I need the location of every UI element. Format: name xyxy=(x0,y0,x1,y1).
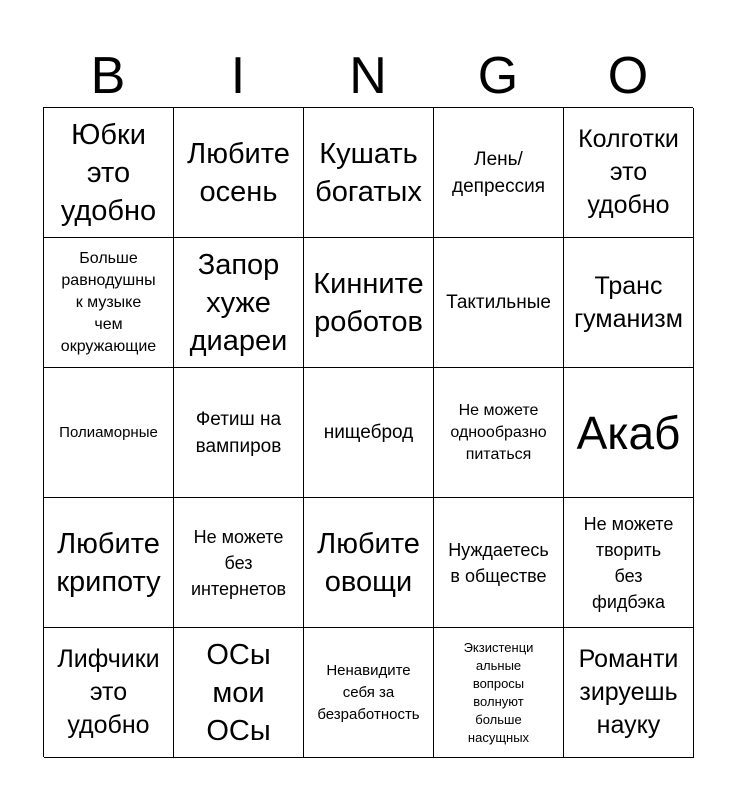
bingo-cell[interactable]: Юбки это удобно xyxy=(44,108,174,238)
bingo-cell[interactable]: ОСы мои ОСы xyxy=(174,628,304,758)
bingo-cell[interactable]: Полиаморные xyxy=(44,368,174,498)
bingo-cell[interactable]: Колготки это удобно xyxy=(564,108,694,238)
header-letter-o: O xyxy=(607,47,649,105)
bingo-cell[interactable]: Романти зируешь науку xyxy=(564,628,694,758)
bingo-cell[interactable]: Запор хуже диареи xyxy=(174,238,304,368)
bingo-cell[interactable]: Не можете творить без фидбэка xyxy=(564,498,694,628)
bingo-cell[interactable]: Не можете однообразно питаться xyxy=(434,368,564,498)
bingo-cell[interactable]: Экзистенци альные вопросы волнуют больше насущных xyxy=(434,628,564,758)
bingo-cell[interactable]: Нуждаетесь в обществе xyxy=(434,498,564,628)
bingo-cell[interactable]: Акаб xyxy=(564,368,694,498)
bingo-cell[interactable]: Кинните роботов xyxy=(304,238,434,368)
bingo-cell[interactable]: Ненавидите себя за безработность xyxy=(304,628,434,758)
bingo-cell[interactable]: Больше равнодушны к музыке чем окружающие xyxy=(44,238,174,368)
bingo-cell[interactable]: Транс гуманизм xyxy=(564,238,694,368)
bingo-grid xyxy=(43,107,693,757)
bingo-cell[interactable]: Фетиш на вампиров xyxy=(174,368,304,498)
bingo-cell[interactable]: нищеброд xyxy=(304,368,434,498)
bingo-cell[interactable]: Любите крипоту xyxy=(44,498,174,628)
header-letter-i: I xyxy=(230,47,246,105)
bingo-cell[interactable]: Любите овощи xyxy=(304,498,434,628)
header-letter-g: G xyxy=(477,47,519,105)
bingo-cell[interactable]: Кушать богатых xyxy=(304,108,434,238)
bingo-cell[interactable]: Не можете без интернетов xyxy=(174,498,304,628)
header-letter-n: N xyxy=(349,47,387,105)
bingo-cell[interactable]: Лень/ депрессия xyxy=(434,108,564,238)
bingo-cell[interactable]: Любите осень xyxy=(174,108,304,238)
bingo-cell[interactable]: Тактильные xyxy=(434,238,564,368)
bingo-cell[interactable]: Лифчики это удобно xyxy=(44,628,174,758)
bingo-header xyxy=(43,44,693,108)
header-letter-b: B xyxy=(90,47,126,105)
